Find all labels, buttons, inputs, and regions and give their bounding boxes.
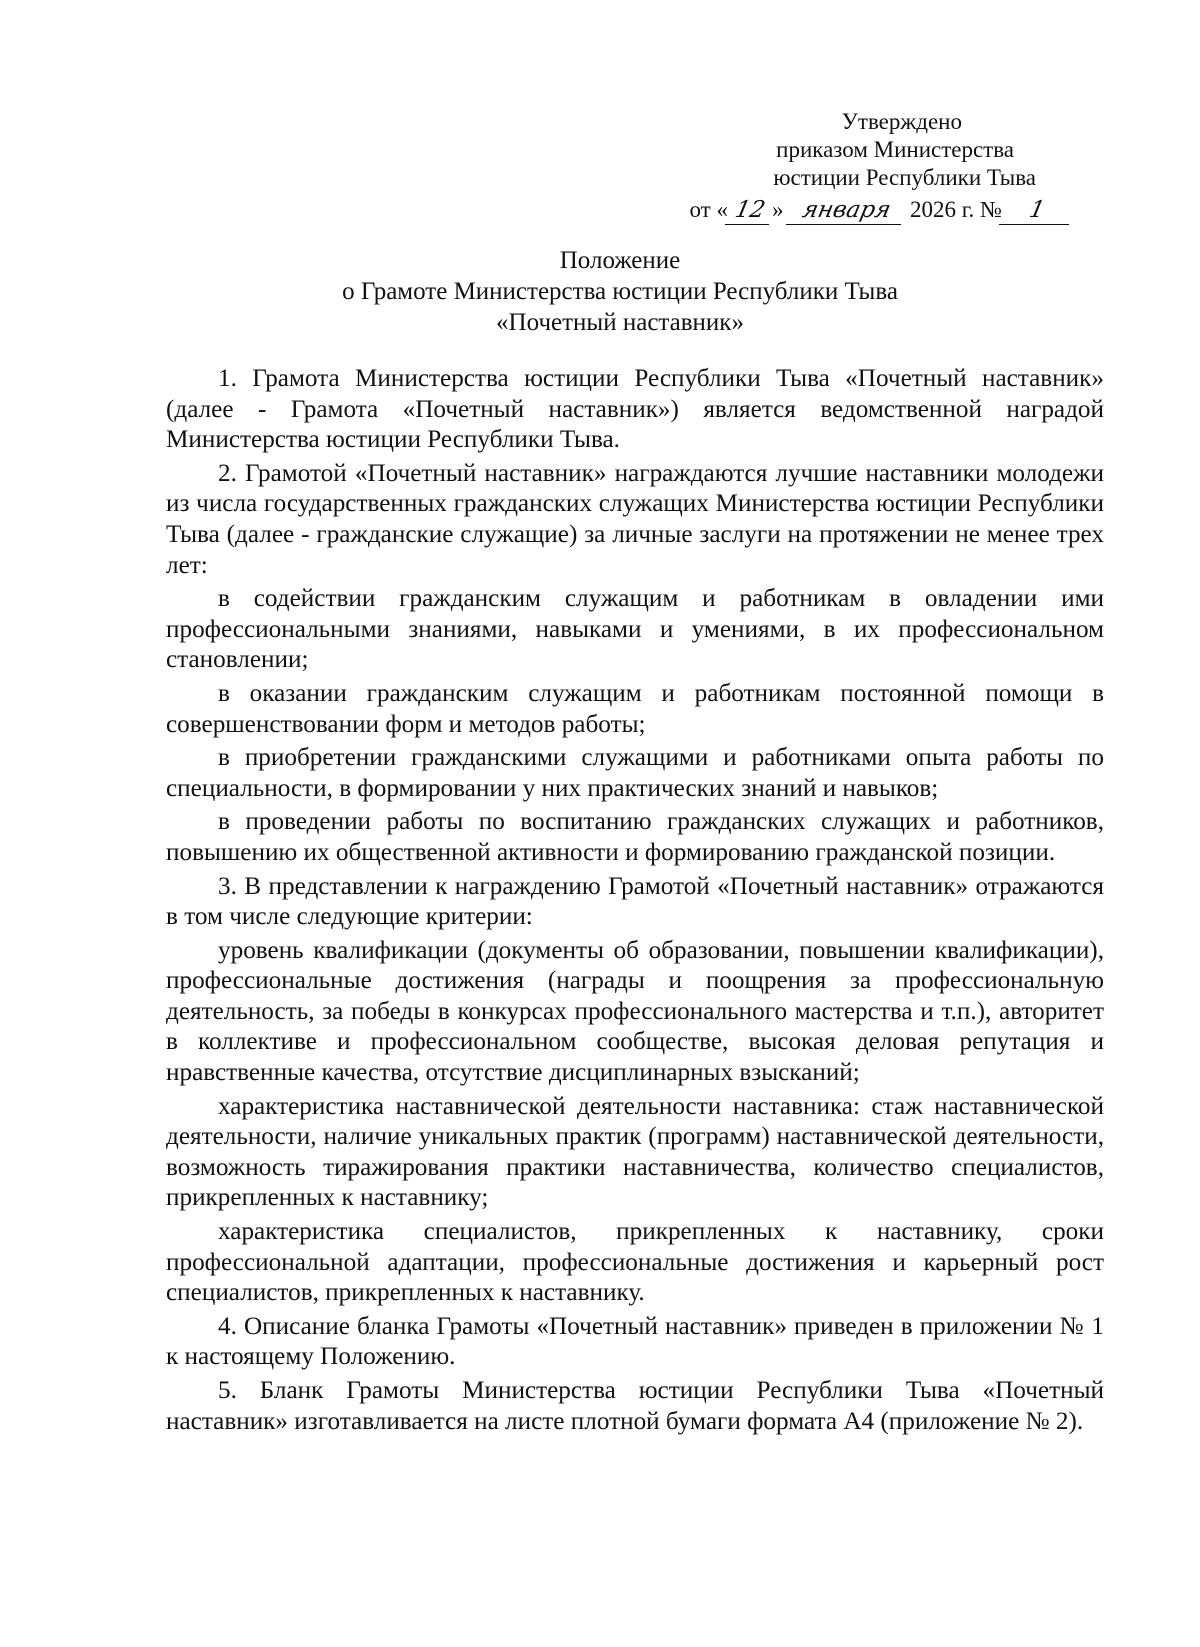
paragraph-5: 5. Бланк Грамоты Министерства юстиции Республики Тыва «Почетный наставник» изготавливается на листе плотной бумаги формата А4 (приложение № 2). (166, 1377, 1104, 1435)
date-year: 2026 г. № (904, 197, 1002, 222)
title-line-3: «Почетный наставник» (496, 309, 744, 336)
title-line-1: Положение (559, 247, 681, 274)
date-prefix: от « (689, 197, 728, 222)
paragraph-3: 3. В представлении к награждению Грамотой «Почетный наставник» отражаются в том числе следующие критерии: (166, 872, 1104, 931)
paragraph-1: 1. Грамота Министерства юстиции Республики Тыва «Почетный наставник» (далее - Грамота «Почетный наставник») является ведомственной наградой Министерства юстиции Республики Тыва. (166, 365, 1104, 454)
paragraph-2-item-3: в приобретении гражданскими служащими и работниками опыта работы по специальности, в формировании у них практических знаний и навыков; (166, 744, 1104, 802)
handwritten-month: января (786, 196, 907, 225)
document-body (166, 364, 1104, 1437)
handwritten-order-number: 1 (999, 196, 1075, 225)
approval-date-line (652, 196, 1072, 225)
document-title (0, 245, 1200, 338)
paragraph-3-item-2: характеристика наставнической деятельности наставника: стаж наставнической деятельности, наличие уникальных практик (программ) наставнической деятельности, возможность тиражирования практики наставничества, количество специалистов, прикрепленных к наставнику; (166, 1092, 1104, 1212)
approval-line-ministry: юстиции Республики Тыва (773, 165, 1036, 190)
paragraph-2: 2. Грамотой «Почетный наставник» награждаются лучшие наставники молодежи из числа государственных гражданских служащих Министерства юстиции Республики Тыва (далее - гражданские служащие) за личные заслуги на протяжении не менее трех лет: (166, 459, 1104, 579)
paragraph-3-item-3: характеристика специалистов, прикрепленных к наставнику, сроки профессиональной адаптации, профессиональные достижения и карьерный рост специалистов, прикрепленных к наставнику. (166, 1218, 1104, 1307)
handwritten-day: 12 (725, 196, 775, 225)
date-quote-close: » (771, 197, 784, 222)
paragraph-2-item-4: в проведении работы по воспитанию гражданских служащих и работников, повышению их общественной активности и формированию гражданской позиции. (166, 808, 1104, 866)
paragraph-2-item-2: в оказании гражданским служащим и работникам постоянной помощи в совершенствовании форм и методов работы; (166, 679, 1104, 738)
approval-line-approved: Утверждено (841, 109, 962, 134)
paragraph-3-item-1: уровень квалификации (документы об образовании, повышении квалификации), профессиональные достижения (награды и поощрения за профессиональную деятельность, за победы в конкурсах профессионального мастерства и т.п.), авторитет в коллективе и профессиональном сообществе, высокая деловая репутация и нравственные качества, отсутствие дисциплинарных взысканий; (166, 936, 1104, 1087)
paragraph-2-item-1: в содействии гражданским служащим и работникам в овладении ими профессиональными знаниями, навыками и умениями, в их профессиональном становлении; (166, 585, 1104, 674)
title-line-2: о Грамоте Министерства юстиции Республики Тыва (342, 278, 898, 305)
approval-stamp (652, 108, 1072, 225)
approval-line-order: приказом Министерства (776, 137, 1014, 162)
paragraph-4: 4. Описание бланка Грамоты «Почетный наставник» приведен в приложении № 1 к настоящему Положению. (166, 1312, 1104, 1371)
